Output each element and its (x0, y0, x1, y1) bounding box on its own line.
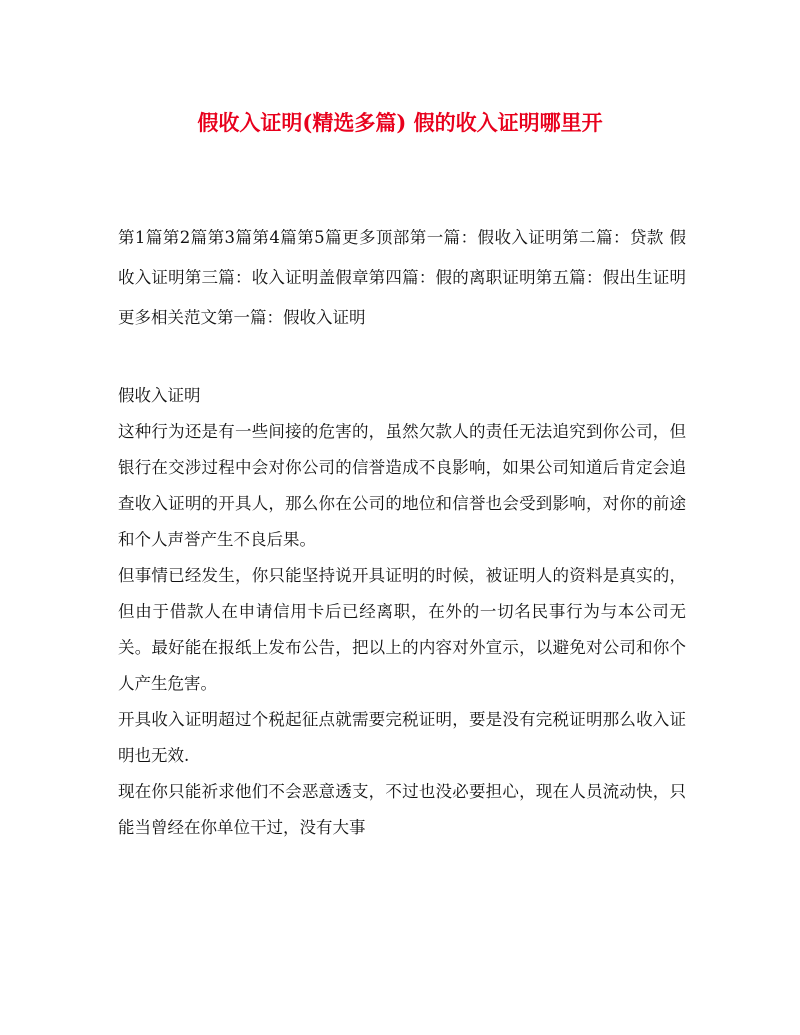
paragraph: 但事情已经发生，你只能坚持说开具证明的时候，被证明人的资料是真实的，但由于借款人在申请信用卡后已经离职，在外的一切名民事行为与本公司无关。最好能在报纸上发布公告，把以上的内容对外宣示，以避免对公司和你个人产生危害。 (118, 566, 686, 693)
section-heading: 假收入证明 (118, 386, 201, 405)
paragraph: 开具收入证明超过个税起征点就需要完税证明，要是没有完税证明那么收入证明也无效. (118, 710, 686, 765)
article-body (118, 378, 686, 846)
paragraph: 现在你只能祈求他们不会恶意透支，不过也没必要担心，现在人员流动快，只能当曾经在你单位干过，没有大事 (118, 782, 686, 837)
table-of-contents: 第1篇第2篇第3篇第4篇第5篇更多顶部第一篇：假收入证明第二篇：贷款 假收入证明第三篇：收入证明盖假章第四篇：假的离职证明第五篇：假出生证明更多相关范文第一篇：假收入证明 (118, 228, 686, 327)
document-title: 假收入证明(精选多篇) 假的收入证明哪里开 (197, 110, 603, 135)
paragraph: 这种行为还是有一些间接的危害的，虽然欠款人的责任无法追究到你公司，但银行在交涉过程中会对你公司的信誉造成不良影响，如果公司知道后肯定会追查收入证明的开具人，那么你在公司的地位和信誉也会受到影响，对你的前途和个人声誉产生不良后果。 (118, 422, 686, 549)
